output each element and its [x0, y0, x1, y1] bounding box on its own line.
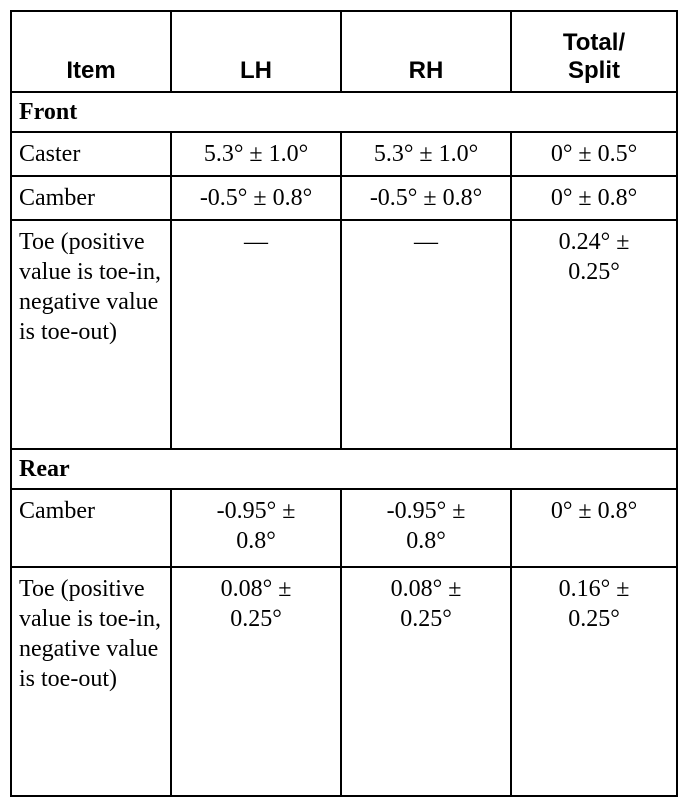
section-row-rear — [11, 449, 677, 489]
header-total-line2: Split — [568, 57, 620, 84]
header-lh-label: LH — [240, 57, 272, 84]
header-row — [11, 11, 677, 92]
table-row — [11, 489, 677, 567]
row-item: Camber — [11, 489, 171, 567]
row-total-value: 0° ± 0.8° — [511, 489, 677, 567]
table-row — [11, 220, 677, 449]
row-rh-value: -0.95° ± 0.8° — [341, 489, 511, 567]
table-row — [11, 132, 677, 176]
header-item-label: Item — [66, 57, 116, 84]
header-total — [511, 11, 677, 92]
row-item: Camber — [11, 176, 171, 220]
row-lh-value: -0.5° ± 0.8° — [171, 176, 341, 220]
row-total-value: 0° ± 0.5° — [511, 132, 677, 176]
row-lh-value: 5.3° ± 1.0° — [171, 132, 341, 176]
header-rh-label: RH — [408, 57, 444, 84]
row-total-value: 0.16° ± 0.25° — [511, 567, 677, 796]
row-rh-value: 5.3° ± 1.0° — [341, 132, 511, 176]
header-total-line1: Total/ — [562, 29, 626, 56]
row-item: Toe (positive value is toe-in, negative value is toe-out) — [11, 220, 171, 449]
section-label-rear: Rear — [11, 449, 677, 489]
table-row — [11, 567, 677, 796]
section-label-front: Front — [11, 92, 677, 132]
alignment-spec-table — [10, 10, 678, 797]
header-rh — [341, 11, 511, 92]
row-item: Caster — [11, 132, 171, 176]
section-row-front — [11, 92, 677, 132]
header-lh — [171, 11, 341, 92]
table-row — [11, 176, 677, 220]
row-rh-value: 0.08° ± 0.25° — [341, 567, 511, 796]
header-item — [11, 11, 171, 92]
row-item: Toe (positive value is toe-in, negative value is toe-out) — [11, 567, 171, 796]
row-total-value: 0.24° ± 0.25° — [511, 220, 677, 449]
row-lh-value: 0.08° ± 0.25° — [171, 567, 341, 796]
row-rh-value: — — [341, 220, 511, 449]
row-lh-value: -0.95° ± 0.8° — [171, 489, 341, 567]
row-rh-value: -0.5° ± 0.8° — [341, 176, 511, 220]
row-total-value: 0° ± 0.8° — [511, 176, 677, 220]
row-lh-value: — — [171, 220, 341, 449]
